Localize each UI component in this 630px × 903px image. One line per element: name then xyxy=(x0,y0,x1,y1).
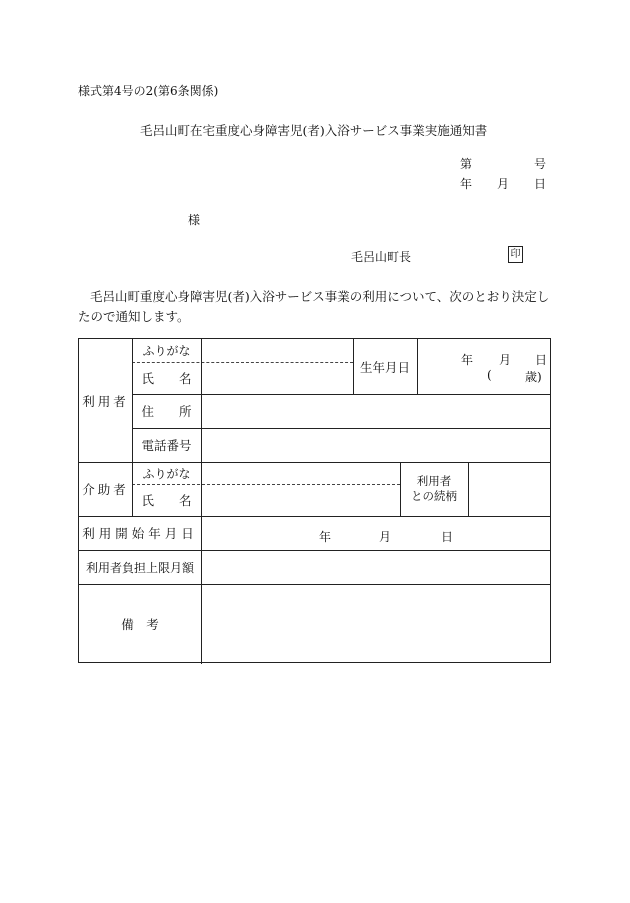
body-line-1: 毛呂山町重度心身障害児(者)入浴サービス事業の利用について、次のとおり決定し xyxy=(90,289,550,304)
date-year: 年 xyxy=(460,177,473,191)
relation-label-line-2: との続柄 xyxy=(411,489,457,503)
birth-month: 月 xyxy=(499,353,512,367)
caregiver-name-label: 氏 名 xyxy=(141,493,192,508)
age-open-paren: ( xyxy=(487,368,492,382)
rule xyxy=(468,462,469,516)
birth-date-label: 生年月日 xyxy=(359,359,410,375)
relation-label xyxy=(400,462,468,516)
rule xyxy=(417,339,418,394)
birth-year: 年 xyxy=(461,353,474,367)
rule xyxy=(201,339,202,664)
body-line-2: たので通知します。 xyxy=(78,309,190,324)
document-title: 毛呂山町在宅重度心身障害児(者)入浴サービス事業実施通知書 xyxy=(140,123,488,138)
doc-number-prefix: 第 xyxy=(460,157,473,171)
date-day: 日 xyxy=(534,177,547,191)
phone-label: 電話番号 xyxy=(141,438,192,453)
payment-limit-label: 利用者負担上限月額 xyxy=(85,560,194,575)
date-month: 月 xyxy=(497,177,510,191)
relation-label-line-1: 利用者 xyxy=(416,474,452,488)
birth-day: 日 xyxy=(535,353,548,367)
notification-table xyxy=(78,338,551,663)
recipient-suffix: 様 xyxy=(188,213,201,227)
user-furigana-label: ふりがな xyxy=(142,344,191,358)
start-month: 月 xyxy=(379,530,392,544)
user-group-label: 利用者 xyxy=(82,393,129,409)
remarks-label: 備 考 xyxy=(121,617,159,632)
address-label: 住 所 xyxy=(141,404,192,419)
start-day: 日 xyxy=(441,530,454,544)
caregiver-group-label: 介助者 xyxy=(82,482,129,497)
form-number: 様式第4号の2(第6条関係) xyxy=(78,84,219,98)
start-date-label: 利用開始年月日 xyxy=(82,526,198,541)
seal-mark: 印 xyxy=(508,246,523,263)
age-close: 歳) xyxy=(525,370,542,384)
start-year: 年 xyxy=(319,530,332,544)
issuer: 毛呂山町長 xyxy=(351,250,412,264)
body-text xyxy=(78,287,558,327)
user-name-label: 氏 名 xyxy=(141,371,192,386)
caregiver-furigana-label: ふりがな xyxy=(142,466,191,481)
doc-number-suffix: 号 xyxy=(534,157,547,171)
